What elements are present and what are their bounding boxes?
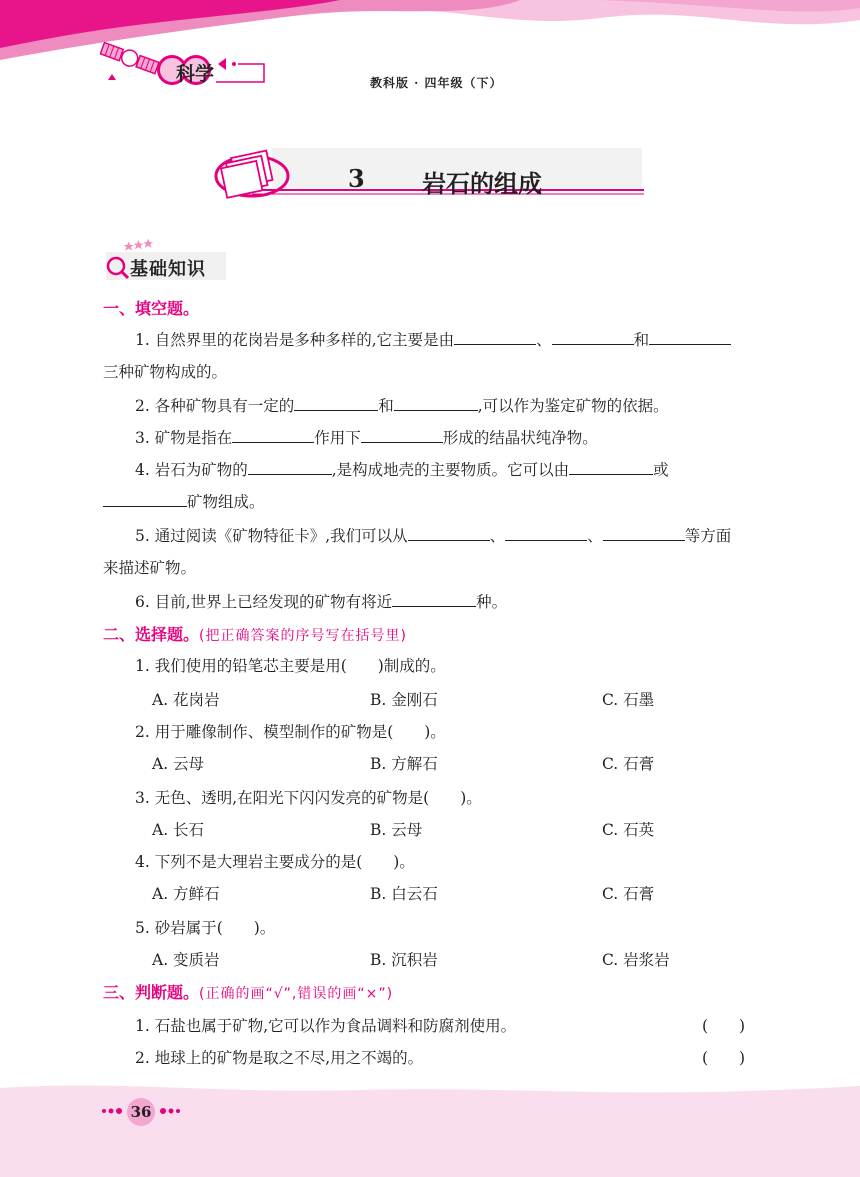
section-choice-note: (把正确答案的序号写在括号里) <box>199 628 407 644</box>
section-choice-title <box>103 622 407 645</box>
fill-q4-tail: 矿物组成。 <box>187 493 265 511</box>
choice-q4-option-a[interactable]: A. 方鲜石 <box>152 885 220 903</box>
subject-label: 科学 <box>175 62 214 85</box>
lesson-number: 3 <box>348 164 365 193</box>
blank[interactable] <box>103 491 187 507</box>
fill-q1-and: 和 <box>633 331 650 349</box>
fill-q1-line1 <box>135 328 731 350</box>
fill-q1-line2: 三种矿物构成的。 <box>103 363 228 381</box>
choice-q3-stem: 3. 无色、透明,在阳光下闪闪发亮的矿物是( )。 <box>135 789 482 807</box>
choice-q2-option-a[interactable]: A. 云母 <box>152 755 205 773</box>
fill-q2-and: 和 <box>378 397 394 415</box>
choice-q3-option-c[interactable]: C. 石英 <box>602 821 655 839</box>
fill-q5-line2: 来描述矿物。 <box>103 559 197 577</box>
fill-q5-sep1: 、 <box>489 527 506 545</box>
fill-q2 <box>135 394 669 416</box>
blank[interactable] <box>649 329 731 345</box>
blank[interactable] <box>603 525 685 541</box>
choice-q5-option-a[interactable]: A. 变质岩 <box>152 951 220 969</box>
section-judge-title <box>103 980 393 1003</box>
choice-q5-option-c[interactable]: C. 岩浆岩 <box>602 951 670 969</box>
fill-q5-tail: 等方面 <box>684 527 732 545</box>
fill-q4-mid: ,是构成地壳的主要物质。它可以由 <box>331 461 570 479</box>
blank[interactable] <box>569 459 653 475</box>
fill-q3-text: 3. 矿物是指在 <box>135 429 233 447</box>
section-judge-heading: 三、判断题。 <box>103 983 200 1002</box>
blank[interactable] <box>394 395 478 411</box>
blank[interactable] <box>454 329 536 345</box>
choice-q4-stem: 4. 下列不是大理岩主要成分的是( )。 <box>135 853 415 871</box>
choice-q2-option-c[interactable]: C. 石膏 <box>602 755 655 773</box>
fill-q5-text: 5. 通过阅读《矿物特征卡》,我们可以从 <box>135 527 408 545</box>
fill-q1-sep: 、 <box>536 331 552 349</box>
blank[interactable] <box>294 395 378 411</box>
fill-q4-line1 <box>135 458 669 480</box>
section-choice-heading: 二、选择题。 <box>103 625 200 644</box>
fill-q4-line2 <box>103 490 265 512</box>
choice-q3-option-a[interactable]: A. 长石 <box>152 821 205 839</box>
fill-q3-mid: 作用下 <box>314 429 361 447</box>
judge-q1-stem: 1. 石盐也属于矿物,它可以作为食品调料和防腐剂使用。 <box>135 1017 517 1035</box>
judge-q1-answer[interactable]: ( ) <box>702 1017 746 1035</box>
judge-q2-answer[interactable]: ( ) <box>702 1049 746 1067</box>
choice-q1-option-a[interactable]: A. 花岗岩 <box>152 691 220 709</box>
choice-q4-option-b[interactable]: B. 白云石 <box>370 885 438 903</box>
blank[interactable] <box>232 427 314 443</box>
edition-label: 教科版 · 四年级（下） <box>370 76 503 90</box>
choice-q3-option-b[interactable]: B. 云母 <box>370 821 423 839</box>
fill-q1-text: 1. 自然界里的花岗岩是多种多样的,它主要是由 <box>135 331 455 349</box>
judge-q2-stem: 2. 地球上的矿物是取之不尽,用之不竭的。 <box>135 1049 424 1067</box>
fill-q4-text: 4. 岩石为矿物的 <box>135 461 248 479</box>
blank[interactable] <box>361 427 443 443</box>
choice-q5-stem: 5. 砂岩属于( )。 <box>135 919 276 937</box>
choice-q4-option-c[interactable]: C. 石膏 <box>602 885 655 903</box>
lesson-title: 岩石的组成 <box>422 170 542 198</box>
fill-q3 <box>135 426 598 448</box>
section-fill-title: 一、填空题。 <box>103 299 200 318</box>
choice-q1-stem: 1. 我们使用的铅笔芯主要是用( )制成的。 <box>135 657 446 675</box>
fill-q2-tail: ,可以作为鉴定矿物的依据。 <box>477 397 669 415</box>
fill-q3-tail: 形成的结晶状纯净物。 <box>442 429 598 447</box>
blank[interactable] <box>505 525 587 541</box>
choice-q5-option-b[interactable]: B. 沉积岩 <box>370 951 438 969</box>
blank[interactable] <box>408 525 490 541</box>
fill-q4-or: 或 <box>653 461 669 479</box>
choice-q2-option-b[interactable]: B. 方解石 <box>370 755 438 773</box>
fill-q5-line1 <box>135 524 731 546</box>
satellite-icon <box>96 38 162 82</box>
footer-banner <box>0 1080 860 1177</box>
page-number: 36 <box>130 1103 152 1121</box>
fill-q6 <box>135 590 507 612</box>
choice-q1-option-c[interactable]: C. 石墨 <box>602 691 655 709</box>
choice-q1-option-b[interactable]: B. 金刚石 <box>370 691 438 709</box>
section-judge-note: (正确的画“√”,错误的画“×”) <box>199 986 394 1002</box>
blank[interactable] <box>552 329 634 345</box>
choice-q2-stem: 2. 用于雕像制作、模型制作的矿物是( )。 <box>135 723 446 741</box>
fill-q2-text: 2. 各种矿物具有一定的 <box>135 397 295 415</box>
section-badge-label: 基础知识 <box>130 259 206 280</box>
blank[interactable] <box>248 459 332 475</box>
fill-q6-text: 6. 目前,世界上已经发现的矿物有将近 <box>135 593 393 611</box>
fill-q5-sep2: 、 <box>587 527 603 545</box>
blank[interactable] <box>392 591 476 607</box>
fill-q6-tail: 种。 <box>476 593 508 611</box>
